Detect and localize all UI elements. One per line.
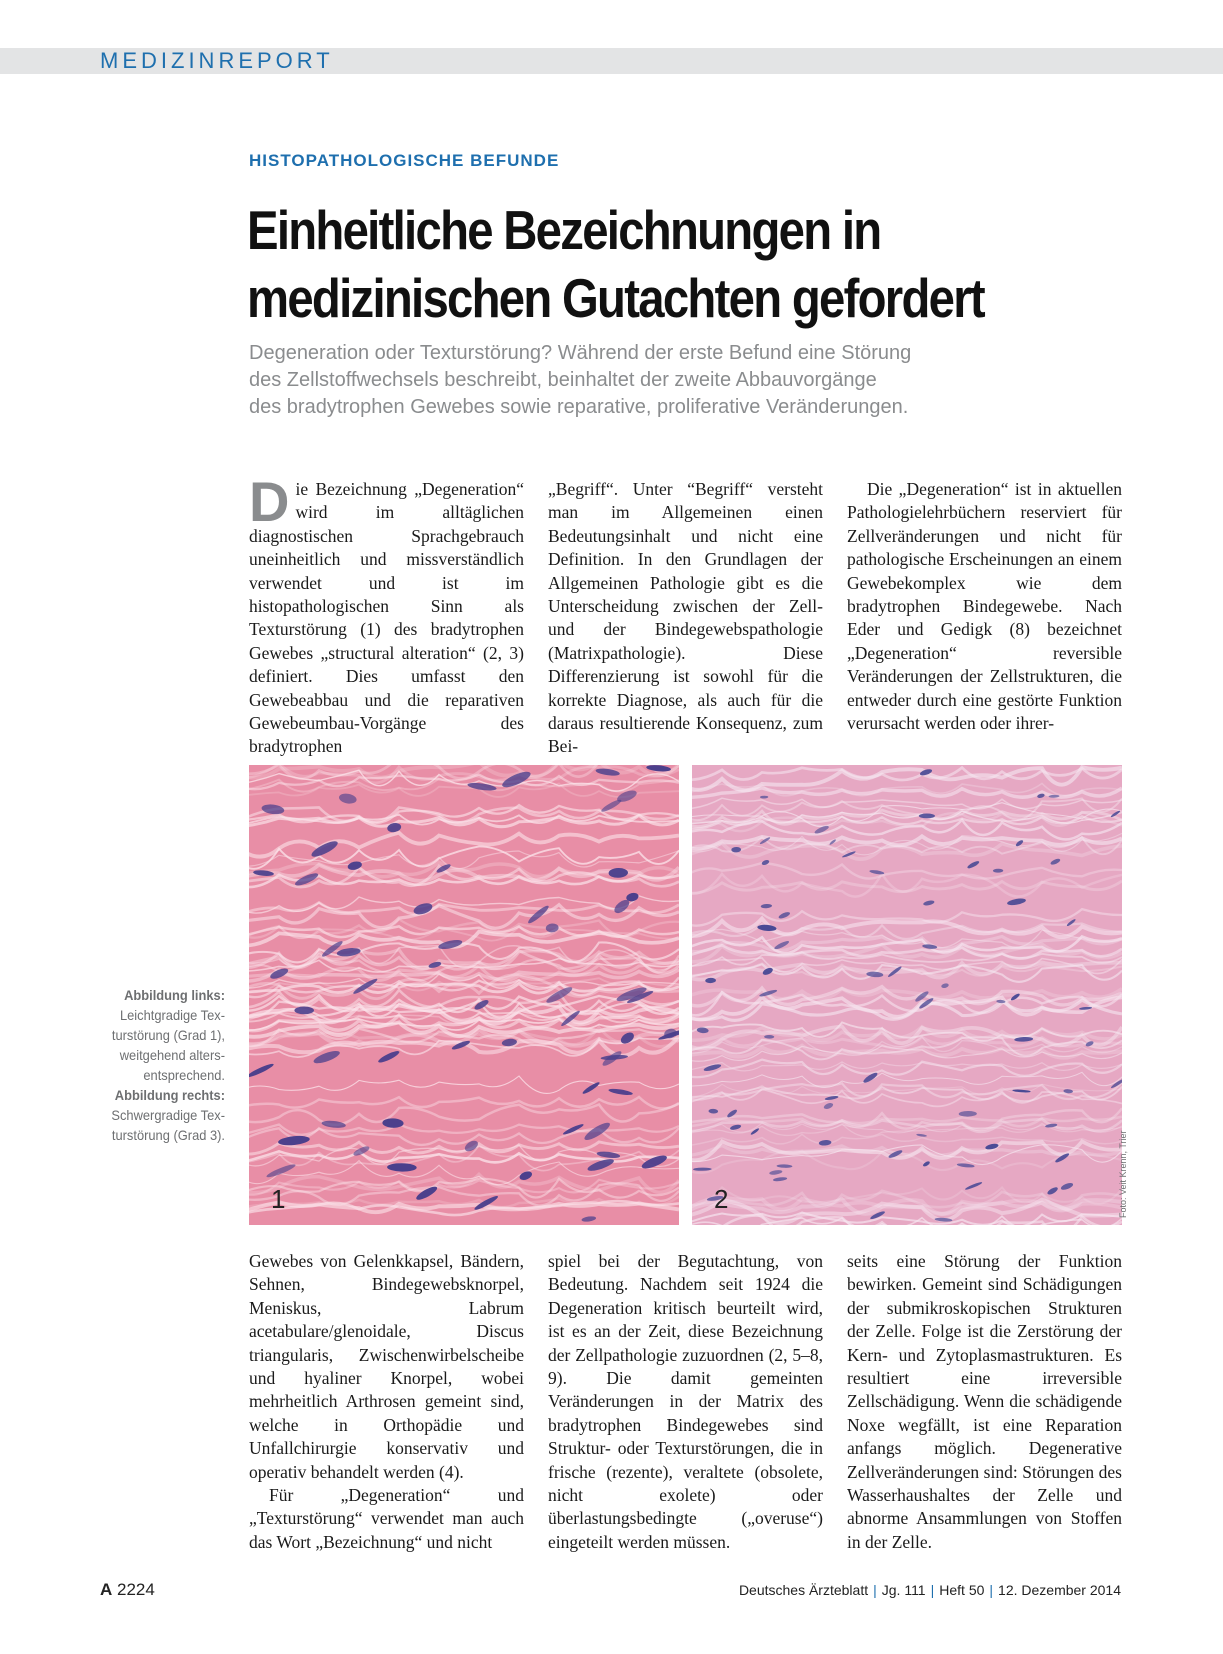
- cell-nucleus: [310, 838, 340, 859]
- col1-top-text: ie Bezeichnung „Degeneration“ wird im alltäglichen diagnostischen Sprachgebrauch uneinheitlich und missverständlich verwendet und ist im histopathologischen Sinn als Texturstörung (1) des bradytrophen Gewebes „structural alteration“ (2, 3) definiert. Dies umfasst den Gewebeabbau und die reparativen Gewebeumbau-Vorgänge des bradytrophen: [249, 479, 524, 757]
- caption-left-title: Abbildung links:: [124, 987, 225, 1003]
- cell-nucleus: [923, 900, 935, 907]
- dropcap: D: [249, 470, 290, 533]
- cell-nucleus: [993, 869, 1003, 873]
- lead-line-1: Degeneration oder Texturstörung? Während der erste Befund eine Störung: [249, 342, 912, 364]
- footer-date: 12. Dezember 2014: [998, 1582, 1121, 1598]
- lead-line-2: des Zellstoffwechsels beschreibt, beinhaltet der zweite Abbauvorgänge: [249, 369, 877, 391]
- column-2-top: [548, 478, 823, 759]
- cell-nucleus: [823, 1102, 834, 1110]
- cell-nucleus: [338, 792, 357, 805]
- headline-line-1: Einheitliche Bezeichnungen in: [247, 199, 881, 261]
- caption-left-line-1: Leichtgradige Tex-: [119, 1007, 225, 1023]
- cell-nucleus: [1050, 858, 1061, 866]
- col2-top-text: „Begriff“. Unter “Begriff“ versteht man im Allgemeinen einen Bedeutungsinhalt und nicht eine Definition. In den Grundlagen der Allgemeinen Pathologie gibt es die Unterscheidung zwischen der Zell- und der Bindegewebspathologie (Matrixpathologie). Diese Differenzierung ist sowohl für die korrekte Diagnose, als auch für die daraus resultierende Konsequenz, zum Bei-: [548, 479, 823, 757]
- caption-left-line-4: entsprechend.: [143, 1067, 225, 1083]
- collagen-fiber: [692, 1062, 1122, 1072]
- cell-nucleus: [760, 796, 768, 799]
- page-number: [100, 1580, 155, 1600]
- column-3-top: [847, 478, 1122, 735]
- collagen-fiber: [692, 1187, 1122, 1205]
- photo-credit: Foto: Veit Krenn, Trier: [1118, 1130, 1128, 1218]
- figure-number-1: 1: [271, 1184, 286, 1214]
- footer-separator: |: [930, 1582, 935, 1598]
- col3-bottom-text: seits eine Störung der Funktion bewirken. Gemeint sind Schädigungen der submikroskopischen Strukturen der Zelle. Folge ist die Zerstörung der Kern- und Zytoplasmastrukturen. Es resultiert eine irreversible Zellschädigung. Wenn die schädigende Noxe wegfällt, ist eine Reparation anfangs möglich. Degenerative Zellveränderungen sind: Störungen des Wasserhaushaltes der Zelle und abnorme Ansammlungen von Stoffen in der Zelle.: [847, 1251, 1122, 1552]
- cell-nucleus: [294, 1007, 314, 1015]
- cell-nucleus: [764, 1035, 774, 1039]
- column-1-bottom: [249, 1250, 524, 1554]
- cell-nucleus: [761, 859, 770, 866]
- footer-citation: [739, 1582, 1121, 1598]
- collagen-fiber: [249, 846, 679, 868]
- cell-nucleus: [1060, 1182, 1074, 1192]
- collagen-fiber: [692, 863, 1122, 879]
- cell-nucleus: [769, 1169, 783, 1175]
- histology-image-left: [249, 765, 679, 1225]
- caption-right-line-2: turstörung (Grad 3).: [111, 1127, 225, 1143]
- cell-nucleus: [1079, 1006, 1092, 1010]
- collagen-fiber: [692, 798, 1122, 809]
- histology-image-right: [692, 765, 1122, 1225]
- collagen-fiber: [249, 1161, 679, 1185]
- column-1-top: [249, 470, 524, 759]
- cell-nucleus: [1046, 1186, 1059, 1196]
- cell-nucleus: [1007, 897, 1027, 906]
- col2-bottom-text: spiel bei der Begutachtung, von Bedeutung. Nachdem seit 1924 die Degeneration kritisch beurteilt wird, ist es an der Zeit, diese Bezeichnung der Zellpathologie zuzuordnen (2, 5–8, 9). Die damit gemeinten Veränderungen in der Matrix des bradytrophen Bindegewebes sind Struktur- oder Texturstörungen, die in frische (rezente), veraltete (obsolete, nicht exolete) oder überlastungsbedingte („overuse“) eingeteilt werden müssen.: [548, 1251, 823, 1552]
- lead-line-3: des bradytrophen Gewebes sowie reparative, proliferative Veränderungen.: [249, 396, 909, 418]
- figure-histology-right: [692, 765, 1122, 1225]
- headline-line-2: medizinischen Gutachten gefordert: [247, 267, 984, 329]
- footer-volume: Jg. 111: [881, 1582, 926, 1598]
- article-headline: [247, 196, 1021, 332]
- cell-nucleus: [582, 1081, 601, 1096]
- collagen-fiber: [249, 1104, 679, 1125]
- cell-nucleus: [773, 1177, 788, 1182]
- cell-nucleus: [966, 860, 980, 870]
- footer-journal: Deutsches Ärzteblatt: [738, 1582, 869, 1598]
- collagen-fiber: [249, 1097, 679, 1109]
- cell-nucleus: [1066, 918, 1076, 927]
- footer-separator: |: [873, 1582, 877, 1598]
- col1-bottom-p2: Für „Degeneration“ und „Texturstörung“ verwendet man auch das Wort „Bezeichnung“ und nicht: [249, 1485, 524, 1552]
- cell-nucleus: [919, 814, 935, 819]
- cell-nucleus: [387, 1163, 417, 1172]
- article-lead: [249, 340, 1079, 421]
- page-prefix: A: [100, 1580, 113, 1599]
- cell-nucleus: [965, 1181, 983, 1191]
- page-number-value: 2224: [117, 1580, 155, 1599]
- cell-nucleus: [941, 983, 949, 989]
- caption-right-line-1: Schwergradige Tex-: [111, 1107, 225, 1123]
- figure-number-2: 2: [714, 1184, 729, 1214]
- cell-nucleus: [761, 904, 773, 909]
- cell-nucleus: [600, 1054, 628, 1061]
- cell-nucleus: [261, 803, 285, 815]
- cell-nucleus: [352, 1145, 370, 1158]
- article-kicker: HISTOPATHOLOGISCHE BEFUNDE: [249, 151, 560, 170]
- cell-nucleus: [608, 1088, 633, 1097]
- collagen-fiber: [692, 1083, 1122, 1100]
- figure-histology-left: [249, 765, 679, 1225]
- cell-nucleus: [819, 1140, 832, 1146]
- footer-separator: |: [989, 1582, 994, 1598]
- cell-nucleus: [581, 1216, 596, 1223]
- cell-nucleus: [959, 1111, 977, 1117]
- caption-left-line-2: turstörung (Grad 1),: [111, 1027, 225, 1043]
- collagen-fiber: [249, 1202, 679, 1213]
- caption-left-line-3: weitgehend alters-: [119, 1047, 225, 1063]
- cell-nucleus: [249, 1062, 275, 1079]
- collagen-fiber: [249, 775, 679, 790]
- cell-nucleus: [916, 1133, 927, 1137]
- cell-nucleus: [777, 1164, 793, 1168]
- figure-caption: [78, 985, 225, 1145]
- cell-nucleus: [693, 1167, 712, 1171]
- cell-nucleus: [321, 1120, 346, 1129]
- col3-top-text: Die „Degeneration“ ist in aktuellen Pathologielehrbüchern reserviert für Zellveränderungen und nicht für pathologische Erscheinungen an einem Gewebekomplex wie dem bradytrophen Bindegewebe. Nach Eder und Gedigk (8) bezeichnet „Degeneration“ reversible Veränderungen der Zellstrukturen, die entweder durch eine gestörte Funktion verursacht werden oder ihrer-: [847, 479, 1122, 734]
- caption-right-title: Abbildung rechts:: [114, 1087, 225, 1103]
- section-label: MEDIZINREPORT: [100, 48, 334, 73]
- cell-nucleus: [265, 1162, 296, 1179]
- column-2-bottom: [548, 1250, 823, 1554]
- cell-nucleus: [708, 1109, 718, 1114]
- cell-nucleus: [377, 1049, 401, 1064]
- col1-bottom-p1: Gewebes von Gelenkkapsel, Bändern, Sehnen, Bindegewebsknorpel, Meniskus, Labrum acetabulare/glenoidale, Discus triangularis, Zwischenwirbelscheibe und hyaliner Knorpel, wobei mehrheitlich Arthrosen gemeint sind, welche in Orthopädie und Unfallchirurgie konservativ und operativ behandelt werden (4).: [249, 1251, 524, 1482]
- cell-nucleus: [922, 944, 937, 950]
- collagen-fiber: [692, 1213, 1122, 1226]
- footer-issue: Heft 50: [939, 1582, 985, 1598]
- column-3-bottom: [847, 1250, 1122, 1554]
